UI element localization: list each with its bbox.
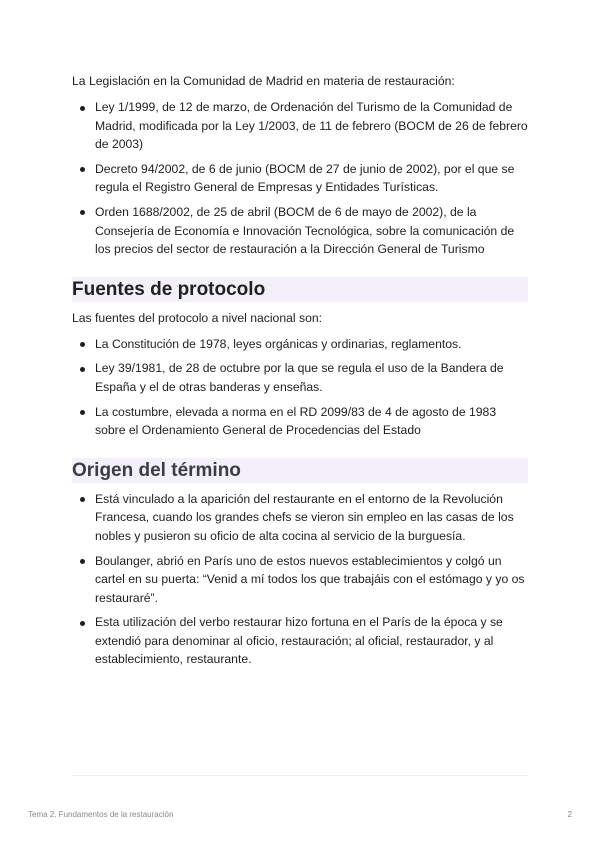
bullet-icon [80, 342, 85, 347]
bullet-icon [80, 497, 85, 502]
list-item-text: La costumbre, elevada a norma en el RD 2099/83 de 4 de agosto de 1983 sobre el Ordenamiento General de Procedencias del Estado [95, 404, 497, 438]
section-heading-origen: Origen del término [72, 458, 528, 483]
list-item-text: Decreto 94/2002, de 6 de junio (BOCM de 27 de junio de 2002), por el que se regula el Registro General de Empresas y Entidades Turísticas. [95, 161, 515, 195]
list-item-text: Orden 1688/2002, de 25 de abril (BOCM de 6 de mayo de 2002), de la Consejería de Economía e Innovación Tecnológica, sobre la comunicación de los precios del sector de restauración a la Dirección General de Turismo [95, 204, 515, 257]
footer-divider [72, 775, 528, 776]
list-item [72, 403, 528, 440]
bullet-icon [80, 559, 85, 564]
bullet-icon [80, 106, 85, 111]
document-body [72, 72, 528, 675]
protocol-sources-list [72, 335, 528, 440]
list-item [72, 203, 528, 259]
footer-title: Tema 2. Fundamentos de la restauración [28, 810, 174, 819]
page-number: 2 [567, 810, 572, 819]
list-item [72, 335, 528, 354]
list-item [72, 160, 528, 197]
list-item-text: Ley 1/1999, de 12 de marzo, de Ordenación del Turismo de la Comunidad de Madrid, modificada por la Ley 1/2003, de 11 de febrero (BOCM de 26 de febrero de 2003) [95, 100, 528, 152]
bullet-icon [80, 210, 85, 215]
legislation-list [72, 98, 528, 259]
list-item-text: Boulanger, abrió en París uno de estos nuevos establecimientos y colgó un cartel en su puerta: “Venid a mí todos los que trabajáis con el estómago y yo os restauraré”. [95, 553, 525, 605]
bullet-icon [80, 167, 85, 172]
list-item-text: Está vinculado a la aparición del restaurante en el entorno de la Revolución Francesa, cuando los grandes chefs se vieron sin empleo en las casas de los nobles y pusieron su oficio de alta cocina al servicio de la burguesía. [95, 491, 514, 543]
list-item [72, 359, 528, 396]
term-origin-list [72, 490, 528, 669]
bullet-icon [80, 367, 85, 372]
list-item [72, 613, 528, 669]
legislation-intro: La Legislación en la Comunidad de Madrid en materia de restauración: [72, 74, 455, 88]
list-item [72, 552, 528, 608]
bullet-icon [80, 410, 85, 415]
list-item [72, 490, 528, 546]
bullet-icon [80, 621, 85, 626]
list-item [72, 98, 528, 154]
list-item-text: Esta utilización del verbo restaurar hizo fortuna en el París de la época y se extendió para denominar al oficio, restauración; al oficial, restaurador, y al establecimiento, restaurante. [95, 615, 503, 667]
section-heading-fuentes: Fuentes de protocolo [72, 277, 528, 302]
list-item-text: La Constitución de 1978, leyes orgánicas y ordinarias, reglamentos. [95, 336, 462, 351]
list-item-text: Ley 39/1981, de 28 de octubre por la que se regula el uso de la Bandera de España y el de otras banderas y enseñas. [95, 361, 504, 394]
section-intro: Las fuentes del protocolo a nivel nacional son: [72, 310, 323, 325]
